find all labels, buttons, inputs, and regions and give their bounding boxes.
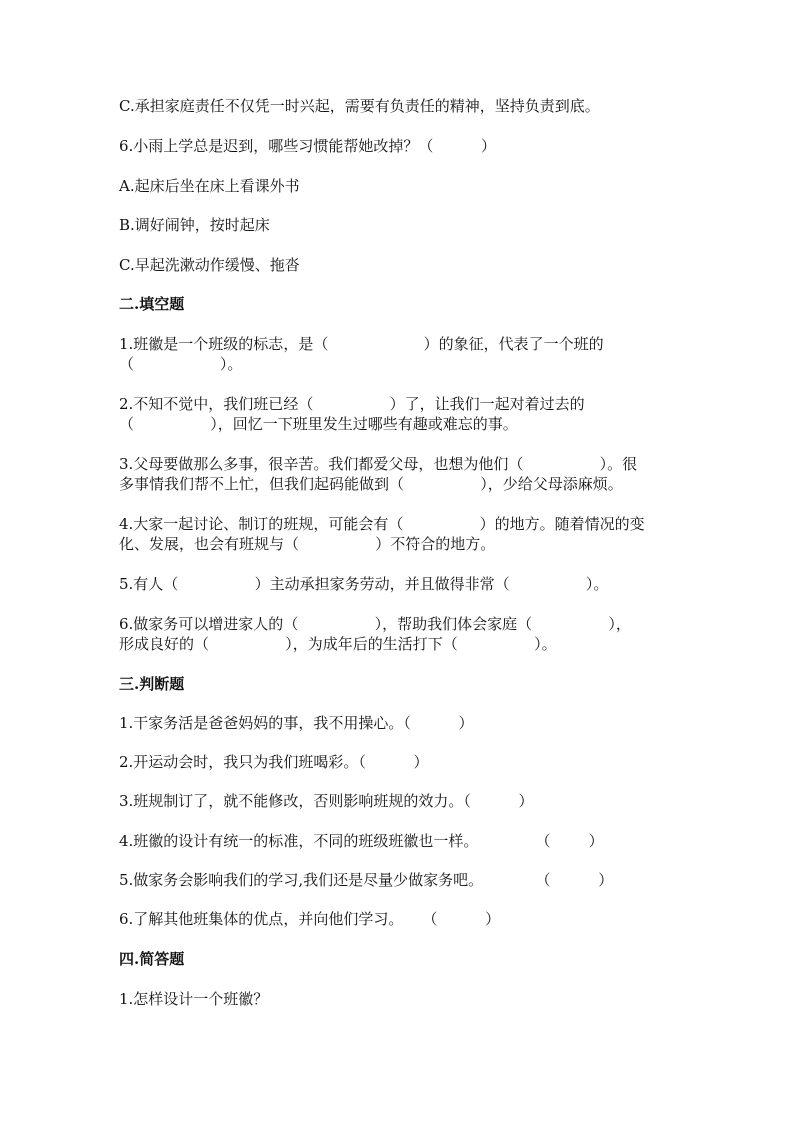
fill-item-6-line-1: 6.做家务可以增进家人的（ ），帮助我们体会家庭（ ）， xyxy=(119,615,631,633)
judge-item-4: 4.班徽的设计有统一的标准，不同的班级班徽也一样。 （ ） xyxy=(119,832,604,850)
judge-item-3: 3.班规制订了，就不能修改，否则影响班规的效力。（ ） xyxy=(119,792,534,810)
fill-item-3-line-1: 3.父母要做那么多事，很辛苦。我们都爱父母，也想为他们（ ）。很 xyxy=(119,455,638,473)
judge-item-1: 1.干家务活是爸爸妈妈的事，我不用操心。（ ） xyxy=(119,714,474,732)
section-heading-short-answer: 四.简答题 xyxy=(119,950,185,968)
question-6-option-b: B.调好闹钟，按时起床 xyxy=(119,216,270,234)
fill-item-4-line-1: 4.大家一起讨论、制订的班规，可能会有（ ）的地方。随着情况的变 xyxy=(119,515,645,533)
question-6-stem: 6.小雨上学总是迟到，哪些习惯能帮她改掉？（ ） xyxy=(119,137,496,155)
fill-item-4-line-2: 化、发展，也会有班规与（ ）不符合的地方。 xyxy=(119,535,496,553)
judge-item-5: 5.做家务会影响我们的学习,我们还是尽量少做家务吧。 （ ） xyxy=(119,871,614,889)
judge-item-2: 2.开运动会时，我只为我们班喝彩。（ ） xyxy=(119,753,429,771)
fill-item-1-line-1: 1.班徽是一个班级的标志，是（ ）的象征，代表了一个班的 xyxy=(119,335,604,353)
fill-item-5-line-1: 5.有人（ ）主动承担家务劳动，并且做得非常（ ）。 xyxy=(119,575,609,593)
judge-item-6: 6.了解其他班集体的优点，并向他们学习。 （ ） xyxy=(119,910,501,928)
section-heading-fill-in: 二.填空题 xyxy=(119,295,185,313)
fill-item-2-line-1: 2.不知不觉中，我们班已经（ ）了，让我们一起对着过去的 xyxy=(119,395,585,413)
question-6-option-a: A.起床后坐在床上看课外书 xyxy=(119,177,300,195)
fill-item-3-line-2: 多事情我们帮不上忙，但我们起码能做到（ ），少给父母添麻烦。 xyxy=(119,475,623,493)
question-5-option-c: C.承担家庭责任不仅凭一时兴起，需要有负责任的精神，坚持负责到底。 xyxy=(119,97,600,115)
section-heading-true-false: 三.判断题 xyxy=(119,675,185,693)
fill-item-6-line-2: 形成良好的（ ），为成年后的生活打下（ ）。 xyxy=(119,635,557,653)
short-answer-item-1: 1.怎样设计一个班徽？ xyxy=(119,990,269,1008)
fill-item-2-line-2: （ ），回忆一下班里发生过哪些有趣或难忘的事。 xyxy=(119,415,518,433)
question-6-option-c: C.早起洗漱动作缓慢、拖沓 xyxy=(119,256,300,274)
fill-item-1-line-2: （ ）。 xyxy=(119,355,243,373)
